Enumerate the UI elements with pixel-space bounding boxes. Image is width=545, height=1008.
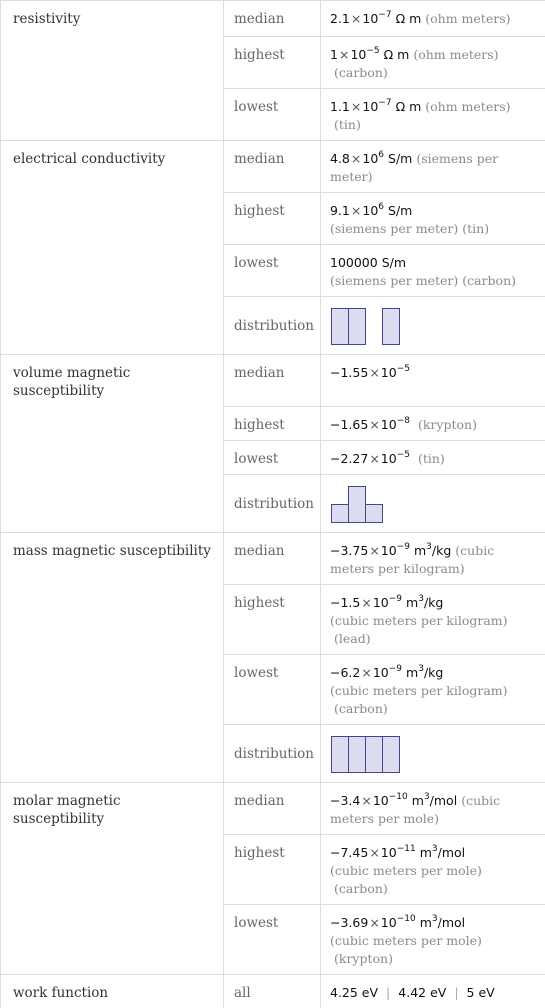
- times-sign: ×: [369, 845, 380, 860]
- unit: m: [419, 845, 432, 860]
- exponent: 6: [378, 202, 385, 212]
- exponent: −9: [396, 542, 410, 552]
- table-row: [1, 783, 545, 835]
- base: 10: [380, 365, 397, 380]
- source-note: (carbon): [462, 273, 517, 288]
- stat-label: distribution: [224, 725, 321, 783]
- stat-value: [321, 975, 545, 1008]
- unit-exponent: 3: [426, 542, 432, 552]
- histogram-bar: [332, 504, 349, 522]
- exponent: −11: [396, 844, 416, 854]
- stat-label: highest: [224, 585, 321, 655]
- work-function-value: 5 eV: [466, 985, 495, 1000]
- distribution-cell: [321, 475, 545, 533]
- source-note: (lead): [334, 631, 371, 646]
- unit-note: (siemens per meter): [330, 221, 459, 236]
- base: 10: [362, 99, 379, 114]
- histogram-bar: [383, 308, 400, 344]
- unit: S/m: [381, 255, 407, 270]
- unit-note: (ohm meters): [425, 99, 511, 114]
- times-sign: ×: [369, 451, 380, 466]
- unit: m: [406, 595, 419, 610]
- unit-exponent: 3: [418, 594, 424, 604]
- mantissa: −1.65: [330, 417, 369, 432]
- mantissa: −2.27: [330, 451, 369, 466]
- separator: |: [386, 985, 391, 1000]
- stat-label: lowest: [224, 655, 321, 725]
- unit-tail: /kg: [423, 665, 444, 680]
- table-row: [1, 533, 545, 585]
- histogram-bar: [349, 308, 366, 344]
- source-note: (tin): [417, 451, 445, 466]
- times-sign: ×: [369, 365, 380, 380]
- source-note: (krypton): [417, 417, 477, 432]
- times-sign: ×: [350, 11, 362, 26]
- base: 10: [372, 595, 389, 610]
- source-note: (carbon): [334, 65, 388, 80]
- mantissa: 4.8: [330, 151, 350, 166]
- base: 10: [380, 417, 397, 432]
- times-sign: ×: [350, 151, 362, 166]
- unit-note: (cubic meters per mole): [330, 793, 501, 826]
- unit: Ω m: [395, 99, 422, 114]
- exponent: −9: [388, 594, 403, 604]
- property-name: work function: [1, 975, 224, 1008]
- distribution-cell: [321, 297, 545, 355]
- property-name: molar magnetic susceptibility: [1, 783, 224, 975]
- unit-note: (cubic meters per mole): [330, 863, 482, 878]
- unit-tail: /mol: [437, 845, 466, 860]
- mantissa: 2.1: [330, 11, 350, 26]
- mantissa: −3.75: [330, 543, 369, 558]
- base: 10: [350, 47, 367, 62]
- stat-value: [321, 533, 545, 585]
- mantissa: −6.2: [330, 665, 361, 680]
- times-sign: ×: [369, 543, 380, 558]
- table-row: [1, 975, 545, 1008]
- base: 10: [362, 203, 379, 218]
- times-sign: ×: [361, 595, 372, 610]
- histogram-bar: [349, 736, 366, 772]
- stat-label: median: [224, 783, 321, 835]
- unit: S/m: [388, 203, 413, 218]
- table-row: [1, 355, 545, 407]
- unit-tail: /mol: [429, 793, 458, 808]
- exponent: −10: [396, 914, 416, 924]
- histogram-bar: [383, 736, 400, 772]
- stat-value: [321, 407, 545, 441]
- base: 10: [362, 151, 379, 166]
- stat-value: [321, 89, 545, 141]
- mantissa: −7.45: [330, 845, 369, 860]
- unit-tail: /kg: [431, 543, 452, 558]
- stat-label: median: [224, 355, 321, 407]
- work-function-value: 4.42 eV: [398, 985, 447, 1000]
- unit-note: (ohm meters): [425, 11, 511, 26]
- times-sign: ×: [350, 203, 362, 218]
- times-sign: ×: [369, 417, 380, 432]
- source-note: (tin): [334, 117, 361, 132]
- histogram-bar: [349, 486, 366, 522]
- stat-label: median: [224, 533, 321, 585]
- plain-value: 100000: [330, 255, 378, 270]
- property-name: resistivity: [1, 1, 224, 141]
- stat-value: [321, 585, 545, 655]
- stat-value: [321, 141, 545, 193]
- stat-label: distribution: [224, 297, 321, 355]
- mantissa: −1.55: [330, 365, 369, 380]
- work-function-value: 4.25 eV: [330, 985, 379, 1000]
- table-row: [1, 1, 545, 37]
- exponent: −8: [396, 416, 410, 426]
- mantissa: −3.4: [330, 793, 361, 808]
- unit-exponent: 3: [418, 664, 424, 674]
- exponent: −5: [366, 46, 380, 56]
- distribution-cell: [321, 725, 545, 783]
- stat-label: highest: [224, 37, 321, 89]
- times-sign: ×: [369, 915, 380, 930]
- mantissa: 9.1: [330, 203, 350, 218]
- exponent: −5: [396, 364, 410, 374]
- stat-value: [321, 245, 545, 297]
- base: 10: [372, 665, 389, 680]
- stat-label: median: [224, 1, 321, 37]
- stat-value: [321, 441, 545, 475]
- unit-exponent: 3: [423, 792, 430, 802]
- stat-label: highest: [224, 835, 321, 905]
- mantissa: 1.1: [330, 99, 350, 114]
- source-note: (carbon): [334, 701, 388, 716]
- stat-value: [321, 193, 545, 245]
- stat-value: [321, 655, 545, 725]
- unit: m: [413, 543, 427, 558]
- unit-note: (siemens per meter): [330, 273, 459, 288]
- histogram-bar: [366, 736, 383, 772]
- source-note: (carbon): [334, 881, 388, 896]
- times-sign: ×: [361, 793, 372, 808]
- mantissa: −3.69: [330, 915, 369, 930]
- separator: |: [454, 985, 459, 1000]
- exponent: −7: [378, 98, 392, 108]
- unit-note: (cubic meters per kilogram): [330, 543, 495, 576]
- mantissa: −1.5: [330, 595, 361, 610]
- histogram-bar: [332, 308, 349, 344]
- unit-exponent: 3: [431, 844, 438, 854]
- stat-label: highest: [224, 407, 321, 441]
- source-note: (tin): [462, 221, 490, 236]
- property-name: mass magnetic susceptibility: [1, 533, 224, 783]
- unit-note: (cubic meters per kilogram): [330, 613, 508, 628]
- stat-label: lowest: [224, 441, 321, 475]
- exponent: −10: [388, 792, 408, 802]
- distribution-histogram: [330, 484, 410, 524]
- unit-exponent: 3: [431, 914, 438, 924]
- property-name: electrical conductivity: [1, 141, 224, 355]
- exponent: 6: [378, 150, 385, 160]
- unit-tail: /mol: [437, 915, 466, 930]
- stat-value: [321, 835, 545, 905]
- base: 10: [380, 451, 397, 466]
- stat-label: all: [224, 975, 321, 1008]
- times-sign: ×: [350, 99, 362, 114]
- stat-value: [321, 355, 545, 407]
- mantissa: 1: [330, 47, 338, 62]
- source-note: (krypton): [334, 951, 393, 966]
- stat-label: lowest: [224, 905, 321, 975]
- unit: S/m: [388, 151, 413, 166]
- unit: m: [419, 915, 432, 930]
- stat-label: distribution: [224, 475, 321, 533]
- histogram-bar: [332, 736, 349, 772]
- exponent: −7: [378, 10, 392, 20]
- distribution-histogram: [330, 306, 410, 346]
- stat-label: lowest: [224, 89, 321, 141]
- base: 10: [380, 543, 397, 558]
- stat-label: highest: [224, 193, 321, 245]
- stat-value: [321, 905, 545, 975]
- stat-label: lowest: [224, 245, 321, 297]
- unit-note: (siemens per meter): [330, 151, 499, 184]
- unit-note: (ohm meters): [413, 47, 499, 62]
- stat-value: [321, 37, 545, 89]
- unit: m: [406, 665, 419, 680]
- property-name: volume magnetic susceptibility: [1, 355, 224, 533]
- exponent: −9: [388, 664, 403, 674]
- unit: m: [411, 793, 424, 808]
- histogram-bar: [366, 504, 383, 522]
- unit: Ω m: [395, 11, 422, 26]
- base: 10: [380, 915, 397, 930]
- times-sign: ×: [338, 47, 350, 62]
- base: 10: [372, 793, 389, 808]
- base: 10: [380, 845, 397, 860]
- stat-value: [321, 1, 545, 37]
- exponent: −5: [396, 450, 410, 460]
- table-row: [1, 141, 545, 193]
- times-sign: ×: [361, 665, 372, 680]
- distribution-histogram: [330, 734, 410, 774]
- unit-note: (cubic meters per mole): [330, 933, 482, 948]
- unit-tail: /kg: [423, 595, 444, 610]
- unit-note: (cubic meters per kilogram): [330, 683, 508, 698]
- base: 10: [362, 11, 379, 26]
- unit: Ω m: [383, 47, 410, 62]
- stat-value: [321, 783, 545, 835]
- stat-label: median: [224, 141, 321, 193]
